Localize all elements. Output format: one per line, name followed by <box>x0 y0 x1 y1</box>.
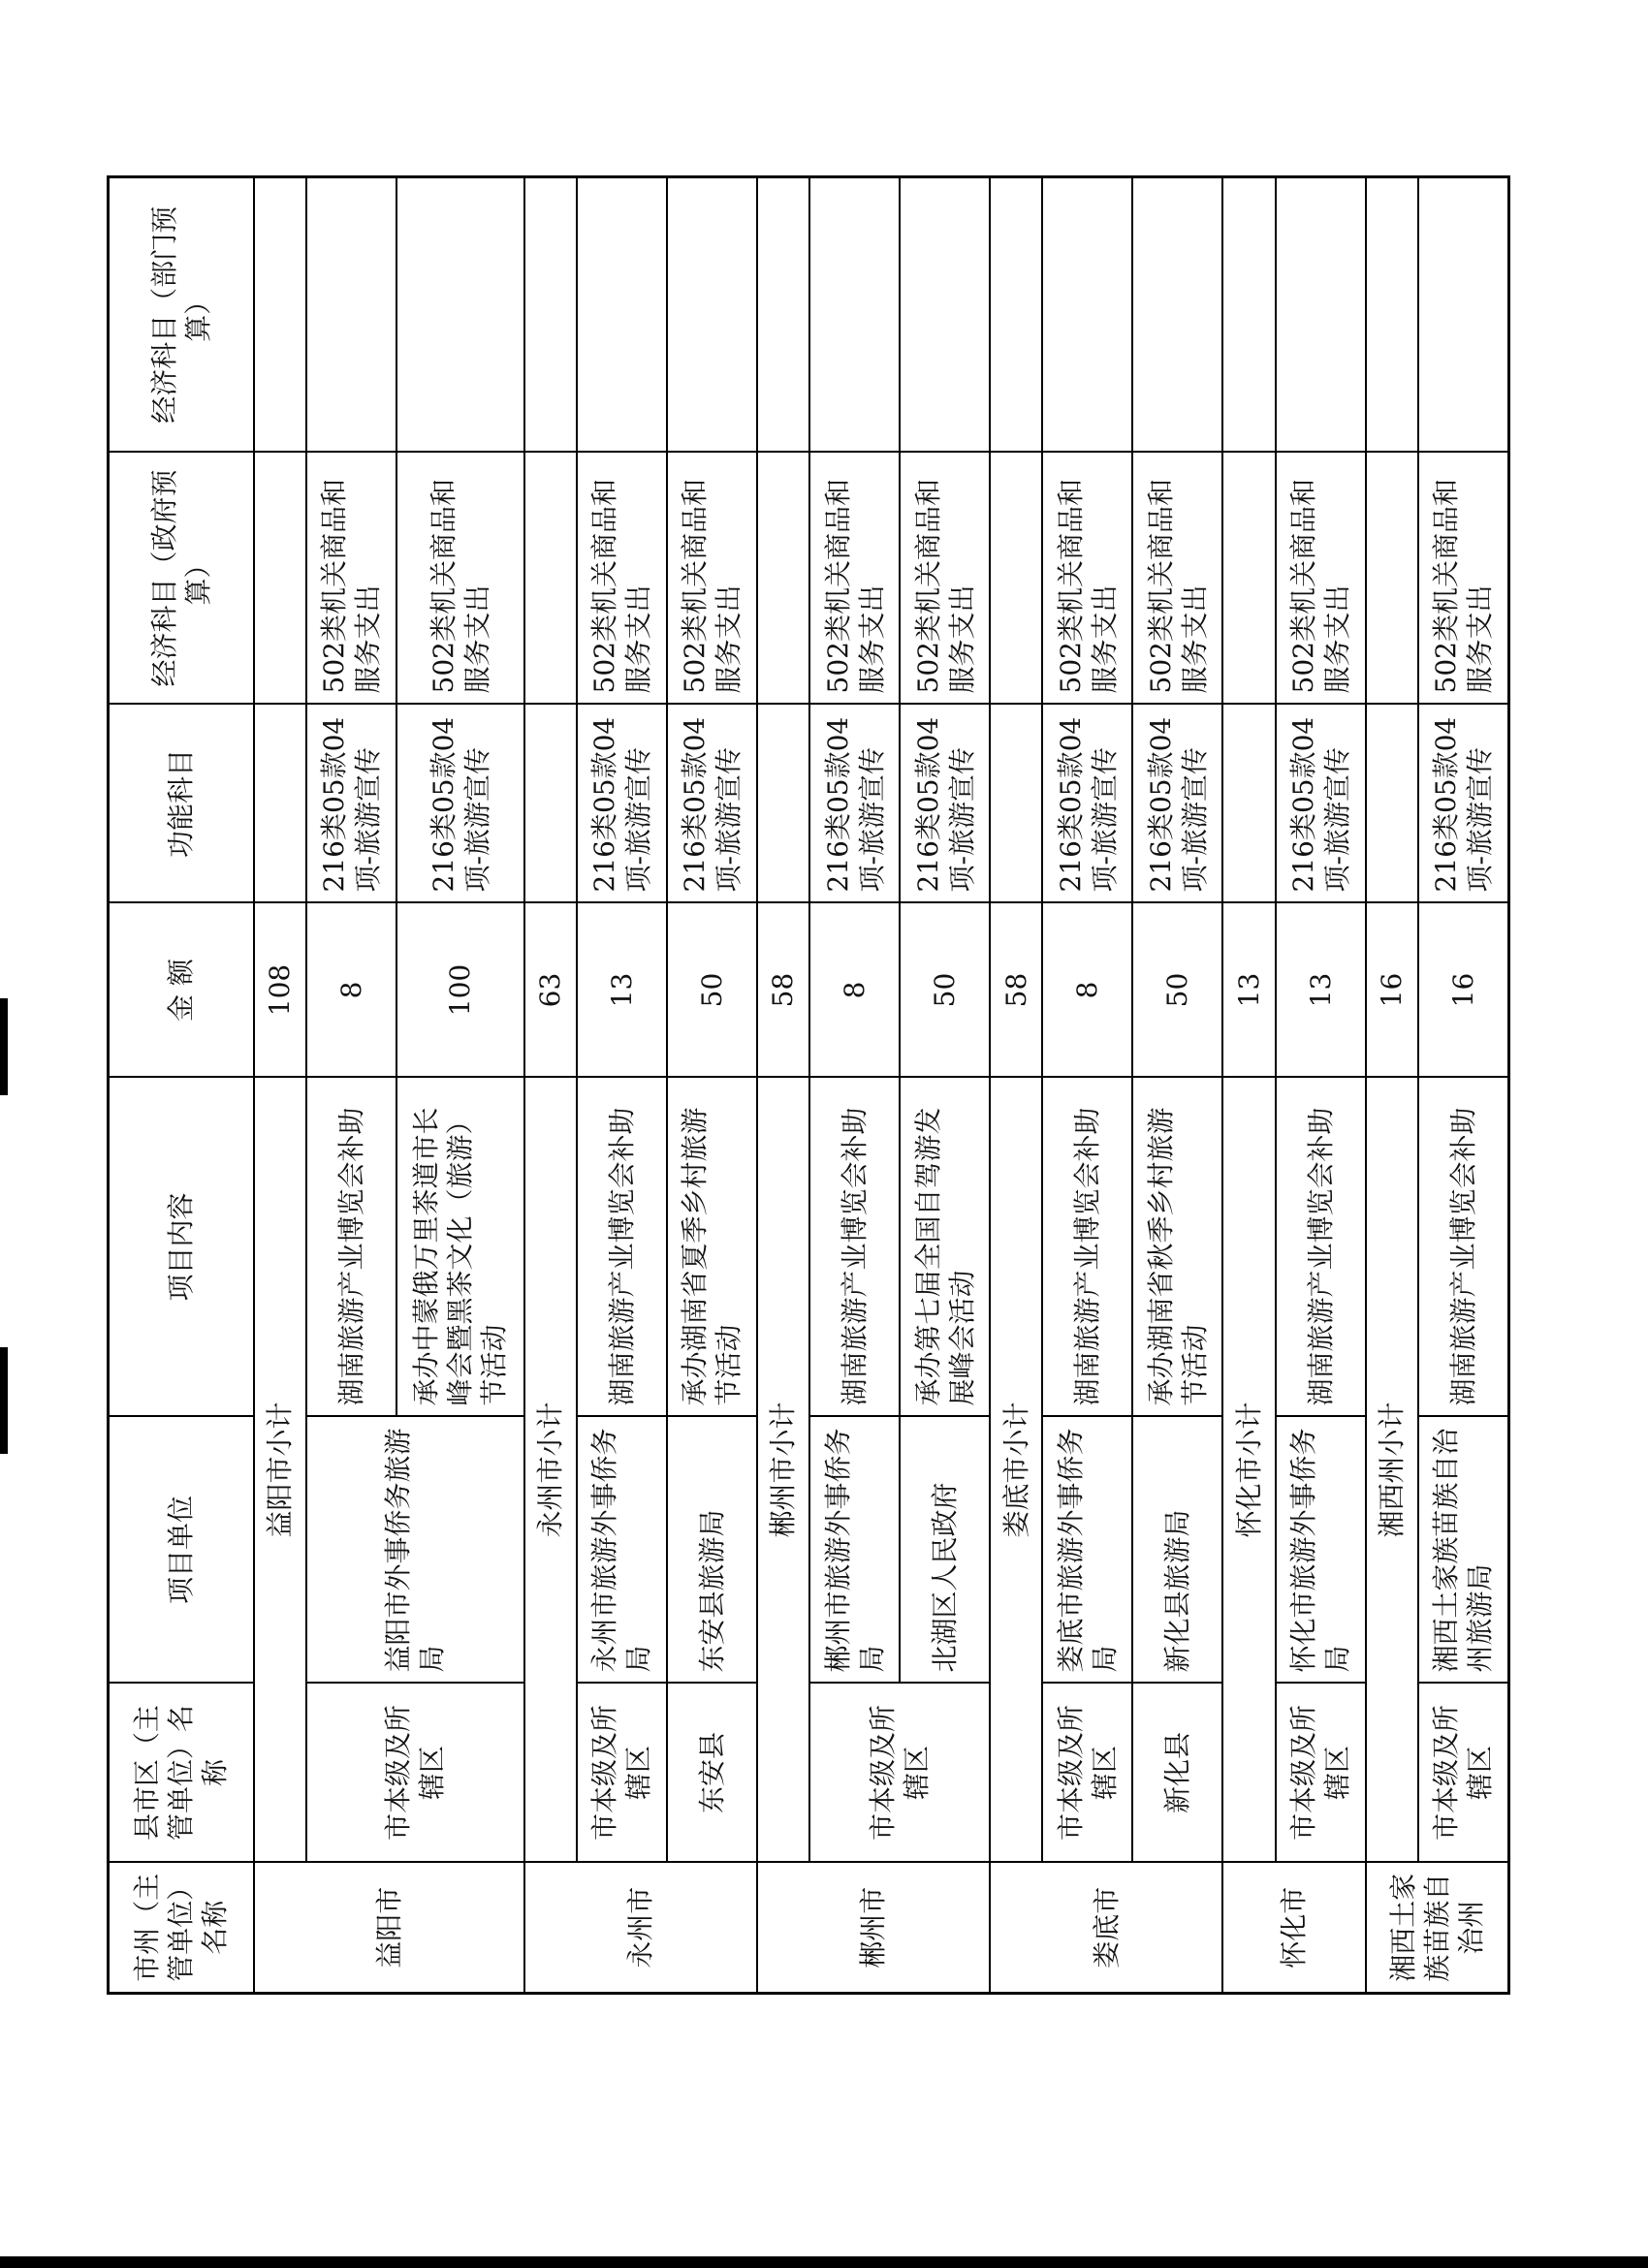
content-cell: 湖南旅游产业博览会补助 <box>1418 1078 1509 1417</box>
empty-cell <box>1418 177 1509 453</box>
empty-cell <box>1222 453 1275 705</box>
unit-cell: 怀化市旅游外事侨务局 <box>1276 1417 1366 1684</box>
unit-cell: 湘西土家族苗族自治州旅游局 <box>1418 1417 1509 1684</box>
empty-cell <box>524 705 577 903</box>
unit-cell: 新化县旅游局 <box>1132 1417 1222 1684</box>
subtotal-amount: 58 <box>990 903 1042 1078</box>
amount-cell: 50 <box>667 903 757 1078</box>
empty-cell <box>1366 177 1418 453</box>
header-unit: 项目单位 <box>109 1417 254 1684</box>
unit-cell: 东安县旅游局 <box>667 1417 757 1684</box>
county-cell: 新化县 <box>1132 1684 1222 1863</box>
unit-cell: 北湖区人民政府 <box>900 1417 990 1684</box>
table-row <box>1042 177 1132 1994</box>
empty-cell <box>524 453 577 705</box>
header-city: 市州（主管单位）名称 <box>109 1863 254 1994</box>
table-row <box>1276 177 1366 1994</box>
county-cell: 市本级及所辖区 <box>1276 1684 1366 1863</box>
unit-cell: 益阳市外事侨务旅游局 <box>306 1417 524 1684</box>
empty-cell <box>254 705 306 903</box>
county-cell: 市本级及所辖区 <box>1042 1684 1132 1863</box>
empty-cell <box>757 177 809 453</box>
empty-cell <box>1276 177 1366 453</box>
func-cell: 216类05款04项-旅游宣传 <box>1418 705 1509 903</box>
econ-cell: 502类机关商品和服务支出 <box>667 453 757 705</box>
empty-cell <box>757 453 809 705</box>
scan-edge-mark-left-1 <box>0 998 8 1095</box>
header-content: 项目内容 <box>109 1078 254 1417</box>
econ-cell: 502类机关商品和服务支出 <box>1132 453 1222 705</box>
budget-table <box>107 175 1510 1995</box>
empty-cell <box>990 453 1042 705</box>
city-cell: 娄底市 <box>990 1863 1222 1994</box>
table-row <box>1418 177 1509 1994</box>
subtotal-amount: 108 <box>254 903 306 1078</box>
amount-cell: 8 <box>306 903 396 1078</box>
content-cell: 承办中蒙俄万里茶道市长峰会暨黑茶文化（旅游）节活动 <box>396 1078 524 1417</box>
econ-cell: 502类机关商品和服务支出 <box>1276 453 1366 705</box>
content-cell: 湖南旅游产业博览会补助 <box>809 1078 900 1417</box>
content-cell: 湖南旅游产业博览会补助 <box>306 1078 396 1417</box>
amount-cell: 50 <box>900 903 990 1078</box>
subtotal-label: 郴州市小计 <box>757 1078 809 1863</box>
subtotal-amount: 58 <box>757 903 809 1078</box>
content-cell: 承办湖南省夏季乡村旅游节活动 <box>667 1078 757 1417</box>
func-cell: 216类05款04项-旅游宣传 <box>577 705 667 903</box>
content-cell: 湖南旅游产业博览会补助 <box>1042 1078 1132 1417</box>
table-row <box>524 177 577 1994</box>
table-row <box>1132 177 1222 1994</box>
unit-cell: 郴州市旅游外事侨务局 <box>809 1417 900 1684</box>
empty-cell <box>524 177 577 453</box>
empty-cell <box>577 177 667 453</box>
table-row <box>809 177 900 1994</box>
rotated-table-block <box>107 178 1510 1995</box>
amount-cell: 13 <box>1276 903 1366 1078</box>
table-row <box>757 177 809 1994</box>
county-cell: 市本级及所辖区 <box>809 1684 990 1863</box>
table-row <box>667 177 757 1994</box>
empty-cell <box>667 177 757 453</box>
unit-cell: 娄底市旅游外事侨务局 <box>1042 1417 1132 1684</box>
econ-cell: 502类机关商品和服务支出 <box>900 453 990 705</box>
header-amount: 金 额 <box>109 903 254 1078</box>
county-cell: 市本级及所辖区 <box>577 1684 667 1863</box>
empty-cell <box>757 705 809 903</box>
amount-cell: 8 <box>809 903 900 1078</box>
empty-cell <box>396 177 524 453</box>
empty-cell <box>306 177 396 453</box>
header-econ-dept: 经济科目（部门预算） <box>109 177 254 453</box>
content-cell: 承办第七届全国自驾游发展峰会活动 <box>900 1078 990 1417</box>
table-row <box>254 177 306 1994</box>
amount-cell: 8 <box>1042 903 1132 1078</box>
empty-cell <box>254 177 306 453</box>
subtotal-amount: 63 <box>524 903 577 1078</box>
county-cell: 市本级及所辖区 <box>306 1684 524 1863</box>
func-cell: 216类05款04项-旅游宣传 <box>306 705 396 903</box>
empty-cell <box>1366 705 1418 903</box>
subtotal-amount: 13 <box>1222 903 1275 1078</box>
header-county: 县市区（主管单位）名称 <box>109 1684 254 1863</box>
county-cell: 市本级及所辖区 <box>1418 1684 1509 1863</box>
table-row <box>1366 177 1418 1994</box>
func-cell: 216类05款04项-旅游宣传 <box>900 705 990 903</box>
county-cell: 东安县 <box>667 1684 757 1863</box>
amount-cell: 13 <box>577 903 667 1078</box>
empty-cell <box>900 177 990 453</box>
subtotal-label: 湘西州小计 <box>1366 1078 1418 1863</box>
table-row <box>306 177 396 1994</box>
func-cell: 216类05款04项-旅游宣传 <box>809 705 900 903</box>
table-row <box>1222 177 1275 1994</box>
empty-cell <box>809 177 900 453</box>
empty-cell <box>990 705 1042 903</box>
empty-cell <box>254 453 306 705</box>
subtotal-amount: 16 <box>1366 903 1418 1078</box>
city-cell: 永州市 <box>524 1863 757 1994</box>
empty-cell <box>1132 177 1222 453</box>
subtotal-label: 娄底市小计 <box>990 1078 1042 1863</box>
econ-cell: 502类机关商品和服务支出 <box>577 453 667 705</box>
empty-cell <box>1222 705 1275 903</box>
scan-edge-mark-left-2 <box>0 1347 8 1454</box>
func-cell: 216类05款04项-旅游宣传 <box>1132 705 1222 903</box>
func-cell: 216类05款04项-旅游宣传 <box>667 705 757 903</box>
econ-cell: 502类机关商品和服务支出 <box>809 453 900 705</box>
func-cell: 216类05款04项-旅游宣传 <box>1042 705 1132 903</box>
header-row <box>109 177 254 1994</box>
amount-cell: 16 <box>1418 903 1509 1078</box>
empty-cell <box>1222 177 1275 453</box>
scan-bottom-bar <box>0 2256 1648 2268</box>
table-row <box>577 177 667 1994</box>
subtotal-label: 益阳市小计 <box>254 1078 306 1863</box>
header-func: 功能科目 <box>109 705 254 903</box>
amount-cell: 100 <box>396 903 524 1078</box>
econ-cell: 502类机关商品和服务支出 <box>1042 453 1132 705</box>
city-cell: 怀化市 <box>1222 1863 1365 1994</box>
empty-cell <box>1042 177 1132 453</box>
econ-cell: 502类机关商品和服务支出 <box>396 453 524 705</box>
header-econ-gov: 经济科目（政府预算） <box>109 453 254 705</box>
subtotal-label: 怀化市小计 <box>1222 1078 1275 1863</box>
empty-cell <box>990 177 1042 453</box>
func-cell: 216类05款04项-旅游宣传 <box>1276 705 1366 903</box>
content-cell: 承办湖南省秋季乡村旅游节活动 <box>1132 1078 1222 1417</box>
subtotal-label: 永州市小计 <box>524 1078 577 1863</box>
city-cell: 郴州市 <box>757 1863 990 1994</box>
table-row <box>990 177 1042 1994</box>
city-cell: 湘西土家族苗族自治州 <box>1366 1863 1509 1994</box>
econ-cell: 502类机关商品和服务支出 <box>1418 453 1509 705</box>
amount-cell: 50 <box>1132 903 1222 1078</box>
func-cell: 216类05款04项-旅游宣传 <box>396 705 524 903</box>
content-cell: 湖南旅游产业博览会补助 <box>1276 1078 1366 1417</box>
econ-cell: 502类机关商品和服务支出 <box>306 453 396 705</box>
empty-cell <box>1366 453 1418 705</box>
content-cell: 湖南旅游产业博览会补助 <box>577 1078 667 1417</box>
city-cell: 益阳市 <box>254 1863 524 1994</box>
unit-cell: 永州市旅游外事侨务局 <box>577 1417 667 1684</box>
